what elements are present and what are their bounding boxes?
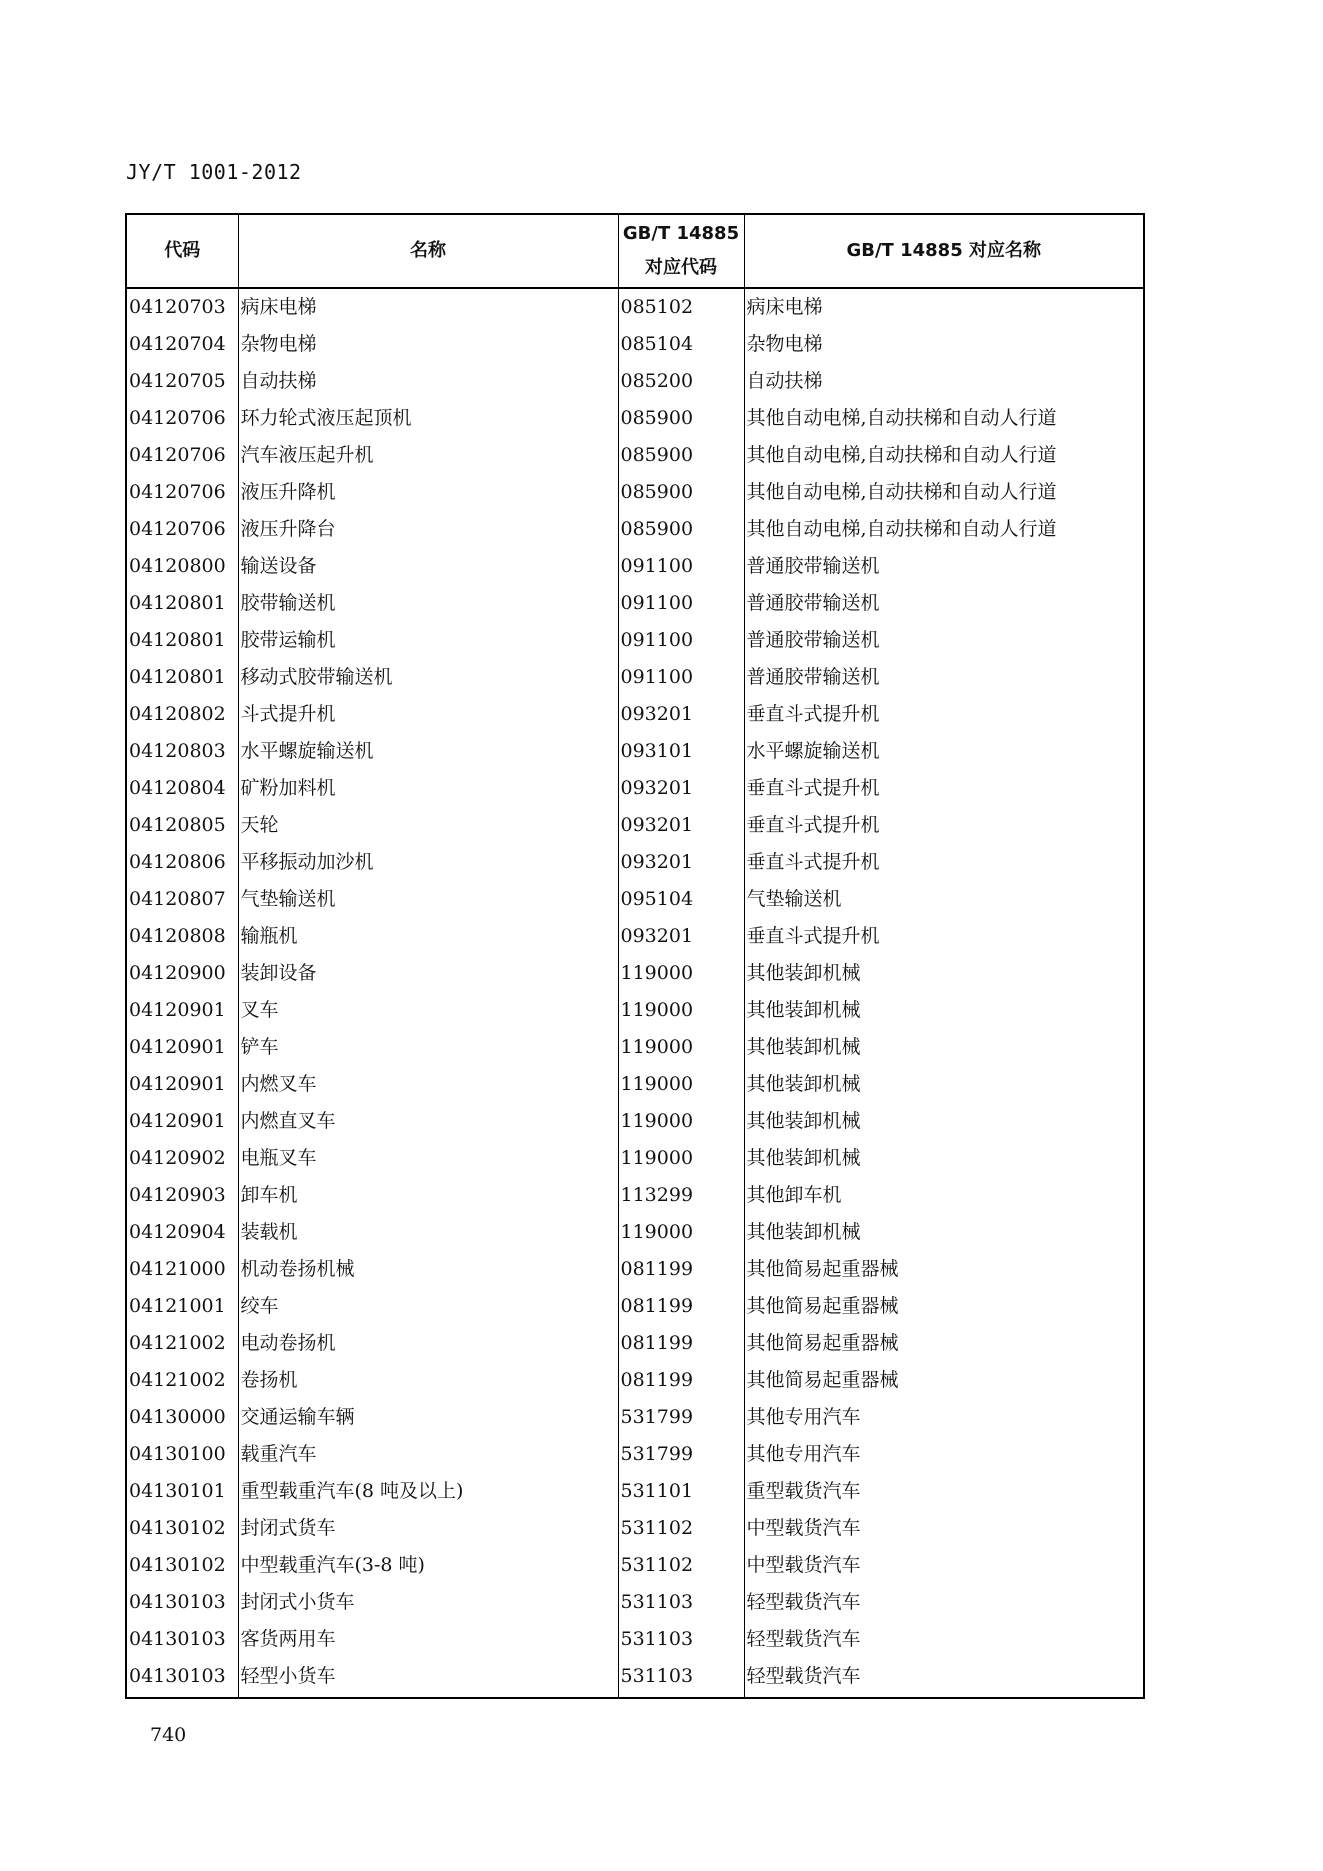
cell-name: 水平螺旋输送机 — [238, 733, 618, 770]
cell-name: 液压升降台 — [238, 511, 618, 548]
cell-code: 04120805 — [126, 807, 238, 844]
cell-gb-name: 气垫输送机 — [744, 881, 1144, 918]
cell-gb-code: 081199 — [618, 1251, 744, 1288]
document-id: JY/T 1001-2012 — [126, 160, 302, 184]
cell-gb-name: 自动扶梯 — [744, 363, 1144, 400]
cell-gb-name: 其他装卸机械 — [744, 1214, 1144, 1251]
cell-name: 装卸设备 — [238, 955, 618, 992]
table-row — [126, 363, 1144, 400]
cell-name: 液压升降机 — [238, 474, 618, 511]
cell-code: 04121001 — [126, 1288, 238, 1325]
cell-code: 04120901 — [126, 1103, 238, 1140]
cell-code: 04120904 — [126, 1214, 238, 1251]
table-row — [126, 918, 1144, 955]
cell-name: 封闭式小货车 — [238, 1584, 618, 1621]
cell-name: 胶带运输机 — [238, 622, 618, 659]
table-row — [126, 881, 1144, 918]
cell-code: 04120800 — [126, 548, 238, 585]
table-row — [126, 1251, 1144, 1288]
cell-code: 04120808 — [126, 918, 238, 955]
cell-gb-code: 085900 — [618, 400, 744, 437]
cell-gb-name: 普通胶带输送机 — [744, 659, 1144, 696]
table-row — [126, 288, 1144, 326]
table-row — [126, 1103, 1144, 1140]
cell-gb-code: 095104 — [618, 881, 744, 918]
cell-gb-name: 其他装卸机械 — [744, 1103, 1144, 1140]
cell-code: 04130103 — [126, 1658, 238, 1698]
table-row — [126, 1436, 1144, 1473]
cell-code: 04130103 — [126, 1584, 238, 1621]
cell-name: 装载机 — [238, 1214, 618, 1251]
cell-gb-name: 垂直斗式提升机 — [744, 807, 1144, 844]
header-gb-name: GB/T 14885 对应名称 — [744, 214, 1144, 288]
cell-code: 04120804 — [126, 770, 238, 807]
cell-gb-name: 垂直斗式提升机 — [744, 844, 1144, 881]
cell-gb-code: 093201 — [618, 807, 744, 844]
cell-code: 04121000 — [126, 1251, 238, 1288]
cell-name: 天轮 — [238, 807, 618, 844]
cell-code: 04120706 — [126, 511, 238, 548]
cell-gb-code: 531101 — [618, 1473, 744, 1510]
table-row — [126, 1584, 1144, 1621]
cell-code: 04120704 — [126, 326, 238, 363]
cell-name: 输送设备 — [238, 548, 618, 585]
cell-gb-code: 531799 — [618, 1399, 744, 1436]
table-row — [126, 1214, 1144, 1251]
cell-gb-code: 081199 — [618, 1288, 744, 1325]
table-row — [126, 1362, 1144, 1399]
table-row — [126, 1325, 1144, 1362]
cell-gb-code: 093201 — [618, 696, 744, 733]
cell-name: 环力轮式液压起顶机 — [238, 400, 618, 437]
cell-gb-code: 085200 — [618, 363, 744, 400]
table-row — [126, 511, 1144, 548]
cell-gb-name: 杂物电梯 — [744, 326, 1144, 363]
cell-name: 中型载重汽车(3-8 吨) — [238, 1547, 618, 1584]
table-row — [126, 1547, 1144, 1584]
cell-gb-name: 其他装卸机械 — [744, 992, 1144, 1029]
cell-gb-code: 093201 — [618, 770, 744, 807]
cell-gb-name: 垂直斗式提升机 — [744, 918, 1144, 955]
cell-gb-name: 轻型载货汽车 — [744, 1658, 1144, 1698]
cell-code: 04120705 — [126, 363, 238, 400]
code-table — [125, 213, 1145, 1699]
cell-name: 封闭式货车 — [238, 1510, 618, 1547]
table-row — [126, 1029, 1144, 1066]
cell-code: 04130100 — [126, 1436, 238, 1473]
cell-code: 04130103 — [126, 1621, 238, 1658]
cell-code: 04130000 — [126, 1399, 238, 1436]
table-body — [126, 288, 1144, 1698]
cell-gb-name: 其他专用汽车 — [744, 1436, 1144, 1473]
table-row — [126, 992, 1144, 1029]
cell-code: 04120902 — [126, 1140, 238, 1177]
cell-gb-name: 其他装卸机械 — [744, 955, 1144, 992]
cell-gb-code: 091100 — [618, 585, 744, 622]
cell-name: 矿粉加料机 — [238, 770, 618, 807]
table-row — [126, 1066, 1144, 1103]
cell-code: 04120801 — [126, 659, 238, 696]
cell-gb-name: 垂直斗式提升机 — [744, 696, 1144, 733]
cell-code: 04120802 — [126, 696, 238, 733]
cell-name: 自动扶梯 — [238, 363, 618, 400]
cell-name: 重型载重汽车(8 吨及以上) — [238, 1473, 618, 1510]
table-row — [126, 437, 1144, 474]
cell-name: 病床电梯 — [238, 288, 618, 326]
cell-name: 载重汽车 — [238, 1436, 618, 1473]
cell-gb-code: 119000 — [618, 955, 744, 992]
cell-name: 移动式胶带输送机 — [238, 659, 618, 696]
cell-code: 04120900 — [126, 955, 238, 992]
cell-name: 平移振动加沙机 — [238, 844, 618, 881]
table-row — [126, 622, 1144, 659]
cell-code: 04130101 — [126, 1473, 238, 1510]
table-row — [126, 770, 1144, 807]
cell-gb-code: 531102 — [618, 1547, 744, 1584]
table-row — [126, 1473, 1144, 1510]
cell-gb-code: 081199 — [618, 1362, 744, 1399]
cell-gb-name: 其他自动电梯,自动扶梯和自动人行道 — [744, 511, 1144, 548]
cell-gb-name: 病床电梯 — [744, 288, 1144, 326]
cell-gb-code: 531102 — [618, 1510, 744, 1547]
table-row — [126, 400, 1144, 437]
cell-gb-name: 水平螺旋输送机 — [744, 733, 1144, 770]
table-row — [126, 1399, 1144, 1436]
cell-name: 气垫输送机 — [238, 881, 618, 918]
table-row — [126, 1658, 1144, 1698]
cell-gb-code: 113299 — [618, 1177, 744, 1214]
cell-gb-name: 中型载货汽车 — [744, 1510, 1144, 1547]
cell-name: 杂物电梯 — [238, 326, 618, 363]
table-row — [126, 326, 1144, 363]
cell-name: 胶带输送机 — [238, 585, 618, 622]
cell-gb-code: 531103 — [618, 1621, 744, 1658]
cell-code: 04121002 — [126, 1325, 238, 1362]
table-row — [126, 955, 1144, 992]
table-row — [126, 807, 1144, 844]
cell-code: 04120901 — [126, 1029, 238, 1066]
cell-name: 斗式提升机 — [238, 696, 618, 733]
cell-gb-code: 093101 — [618, 733, 744, 770]
cell-name: 叉车 — [238, 992, 618, 1029]
cell-gb-name: 其他装卸机械 — [744, 1066, 1144, 1103]
cell-name: 电动卷扬机 — [238, 1325, 618, 1362]
cell-gb-code: 085900 — [618, 511, 744, 548]
cell-gb-name: 轻型载货汽车 — [744, 1584, 1144, 1621]
cell-gb-name: 轻型载货汽车 — [744, 1621, 1144, 1658]
cell-gb-name: 重型载货汽车 — [744, 1473, 1144, 1510]
table-row — [126, 844, 1144, 881]
cell-gb-name: 垂直斗式提升机 — [744, 770, 1144, 807]
cell-gb-code: 091100 — [618, 548, 744, 585]
cell-name: 轻型小货车 — [238, 1658, 618, 1698]
cell-gb-name: 其他卸车机 — [744, 1177, 1144, 1214]
table-row — [126, 659, 1144, 696]
table-row — [126, 733, 1144, 770]
header-code: 代码 — [126, 214, 238, 288]
cell-code: 04120801 — [126, 622, 238, 659]
cell-gb-name: 普通胶带输送机 — [744, 548, 1144, 585]
cell-gb-name: 其他自动电梯,自动扶梯和自动人行道 — [744, 400, 1144, 437]
header-name: 名称 — [238, 214, 618, 288]
cell-code: 04120801 — [126, 585, 238, 622]
table-row — [126, 1288, 1144, 1325]
table-row — [126, 696, 1144, 733]
cell-name: 卸车机 — [238, 1177, 618, 1214]
cell-gb-code: 085900 — [618, 437, 744, 474]
cell-gb-code: 119000 — [618, 992, 744, 1029]
table-row — [126, 1510, 1144, 1547]
cell-code: 04130102 — [126, 1547, 238, 1584]
cell-gb-code: 091100 — [618, 622, 744, 659]
cell-name: 输瓶机 — [238, 918, 618, 955]
cell-code: 04120706 — [126, 400, 238, 437]
page-number: 740 — [150, 1724, 187, 1746]
cell-name: 客货两用车 — [238, 1621, 618, 1658]
cell-gb-name: 中型载货汽车 — [744, 1547, 1144, 1584]
table-row — [126, 474, 1144, 511]
cell-name: 内燃叉车 — [238, 1066, 618, 1103]
cell-gb-name: 其他自动电梯,自动扶梯和自动人行道 — [744, 437, 1144, 474]
cell-gb-code: 085102 — [618, 288, 744, 326]
cell-code: 04130102 — [126, 1510, 238, 1547]
cell-gb-name: 普通胶带输送机 — [744, 585, 1144, 622]
cell-gb-code: 093201 — [618, 844, 744, 881]
cell-gb-name: 其他简易起重器械 — [744, 1325, 1144, 1362]
table-row — [126, 1177, 1144, 1214]
cell-gb-name: 其他自动电梯,自动扶梯和自动人行道 — [744, 474, 1144, 511]
cell-gb-code: 119000 — [618, 1066, 744, 1103]
cell-gb-name: 其他简易起重器械 — [744, 1362, 1144, 1399]
table-row — [126, 1140, 1144, 1177]
cell-code: 04120706 — [126, 437, 238, 474]
cell-gb-code: 081199 — [618, 1325, 744, 1362]
cell-name: 汽车液压起升机 — [238, 437, 618, 474]
cell-gb-code: 091100 — [618, 659, 744, 696]
table-row — [126, 585, 1144, 622]
cell-gb-code: 085900 — [618, 474, 744, 511]
table-row — [126, 1621, 1144, 1658]
cell-gb-code: 085104 — [618, 326, 744, 363]
cell-name: 卷扬机 — [238, 1362, 618, 1399]
cell-code: 04120901 — [126, 992, 238, 1029]
cell-gb-name: 其他装卸机械 — [744, 1029, 1144, 1066]
cell-name: 机动卷扬机械 — [238, 1251, 618, 1288]
cell-gb-code: 531799 — [618, 1436, 744, 1473]
cell-code: 04120903 — [126, 1177, 238, 1214]
cell-name: 铲车 — [238, 1029, 618, 1066]
table-header-row — [126, 214, 1144, 288]
cell-gb-name: 其他简易起重器械 — [744, 1251, 1144, 1288]
cell-code: 04120706 — [126, 474, 238, 511]
cell-gb-code: 119000 — [618, 1103, 744, 1140]
cell-gb-name: 其他简易起重器械 — [744, 1288, 1144, 1325]
header-gb-code: GB/T 14885 对应代码 — [618, 214, 744, 288]
cell-gb-code: 119000 — [618, 1214, 744, 1251]
cell-name: 交通运输车辆 — [238, 1399, 618, 1436]
cell-code: 04120807 — [126, 881, 238, 918]
table-row — [126, 548, 1144, 585]
cell-gb-name: 其他专用汽车 — [744, 1399, 1144, 1436]
cell-gb-code: 531103 — [618, 1584, 744, 1621]
cell-code: 04120803 — [126, 733, 238, 770]
cell-name: 电瓶叉车 — [238, 1140, 618, 1177]
cell-gb-code: 531103 — [618, 1658, 744, 1698]
cell-code: 04120703 — [126, 288, 238, 326]
cell-gb-name: 普通胶带输送机 — [744, 622, 1144, 659]
cell-code: 04120806 — [126, 844, 238, 881]
cell-gb-name: 其他装卸机械 — [744, 1140, 1144, 1177]
cell-gb-code: 093201 — [618, 918, 744, 955]
cell-gb-code: 119000 — [618, 1140, 744, 1177]
cell-name: 内燃直叉车 — [238, 1103, 618, 1140]
cell-name: 绞车 — [238, 1288, 618, 1325]
cell-code: 04121002 — [126, 1362, 238, 1399]
cell-code: 04120901 — [126, 1066, 238, 1103]
cell-gb-code: 119000 — [618, 1029, 744, 1066]
